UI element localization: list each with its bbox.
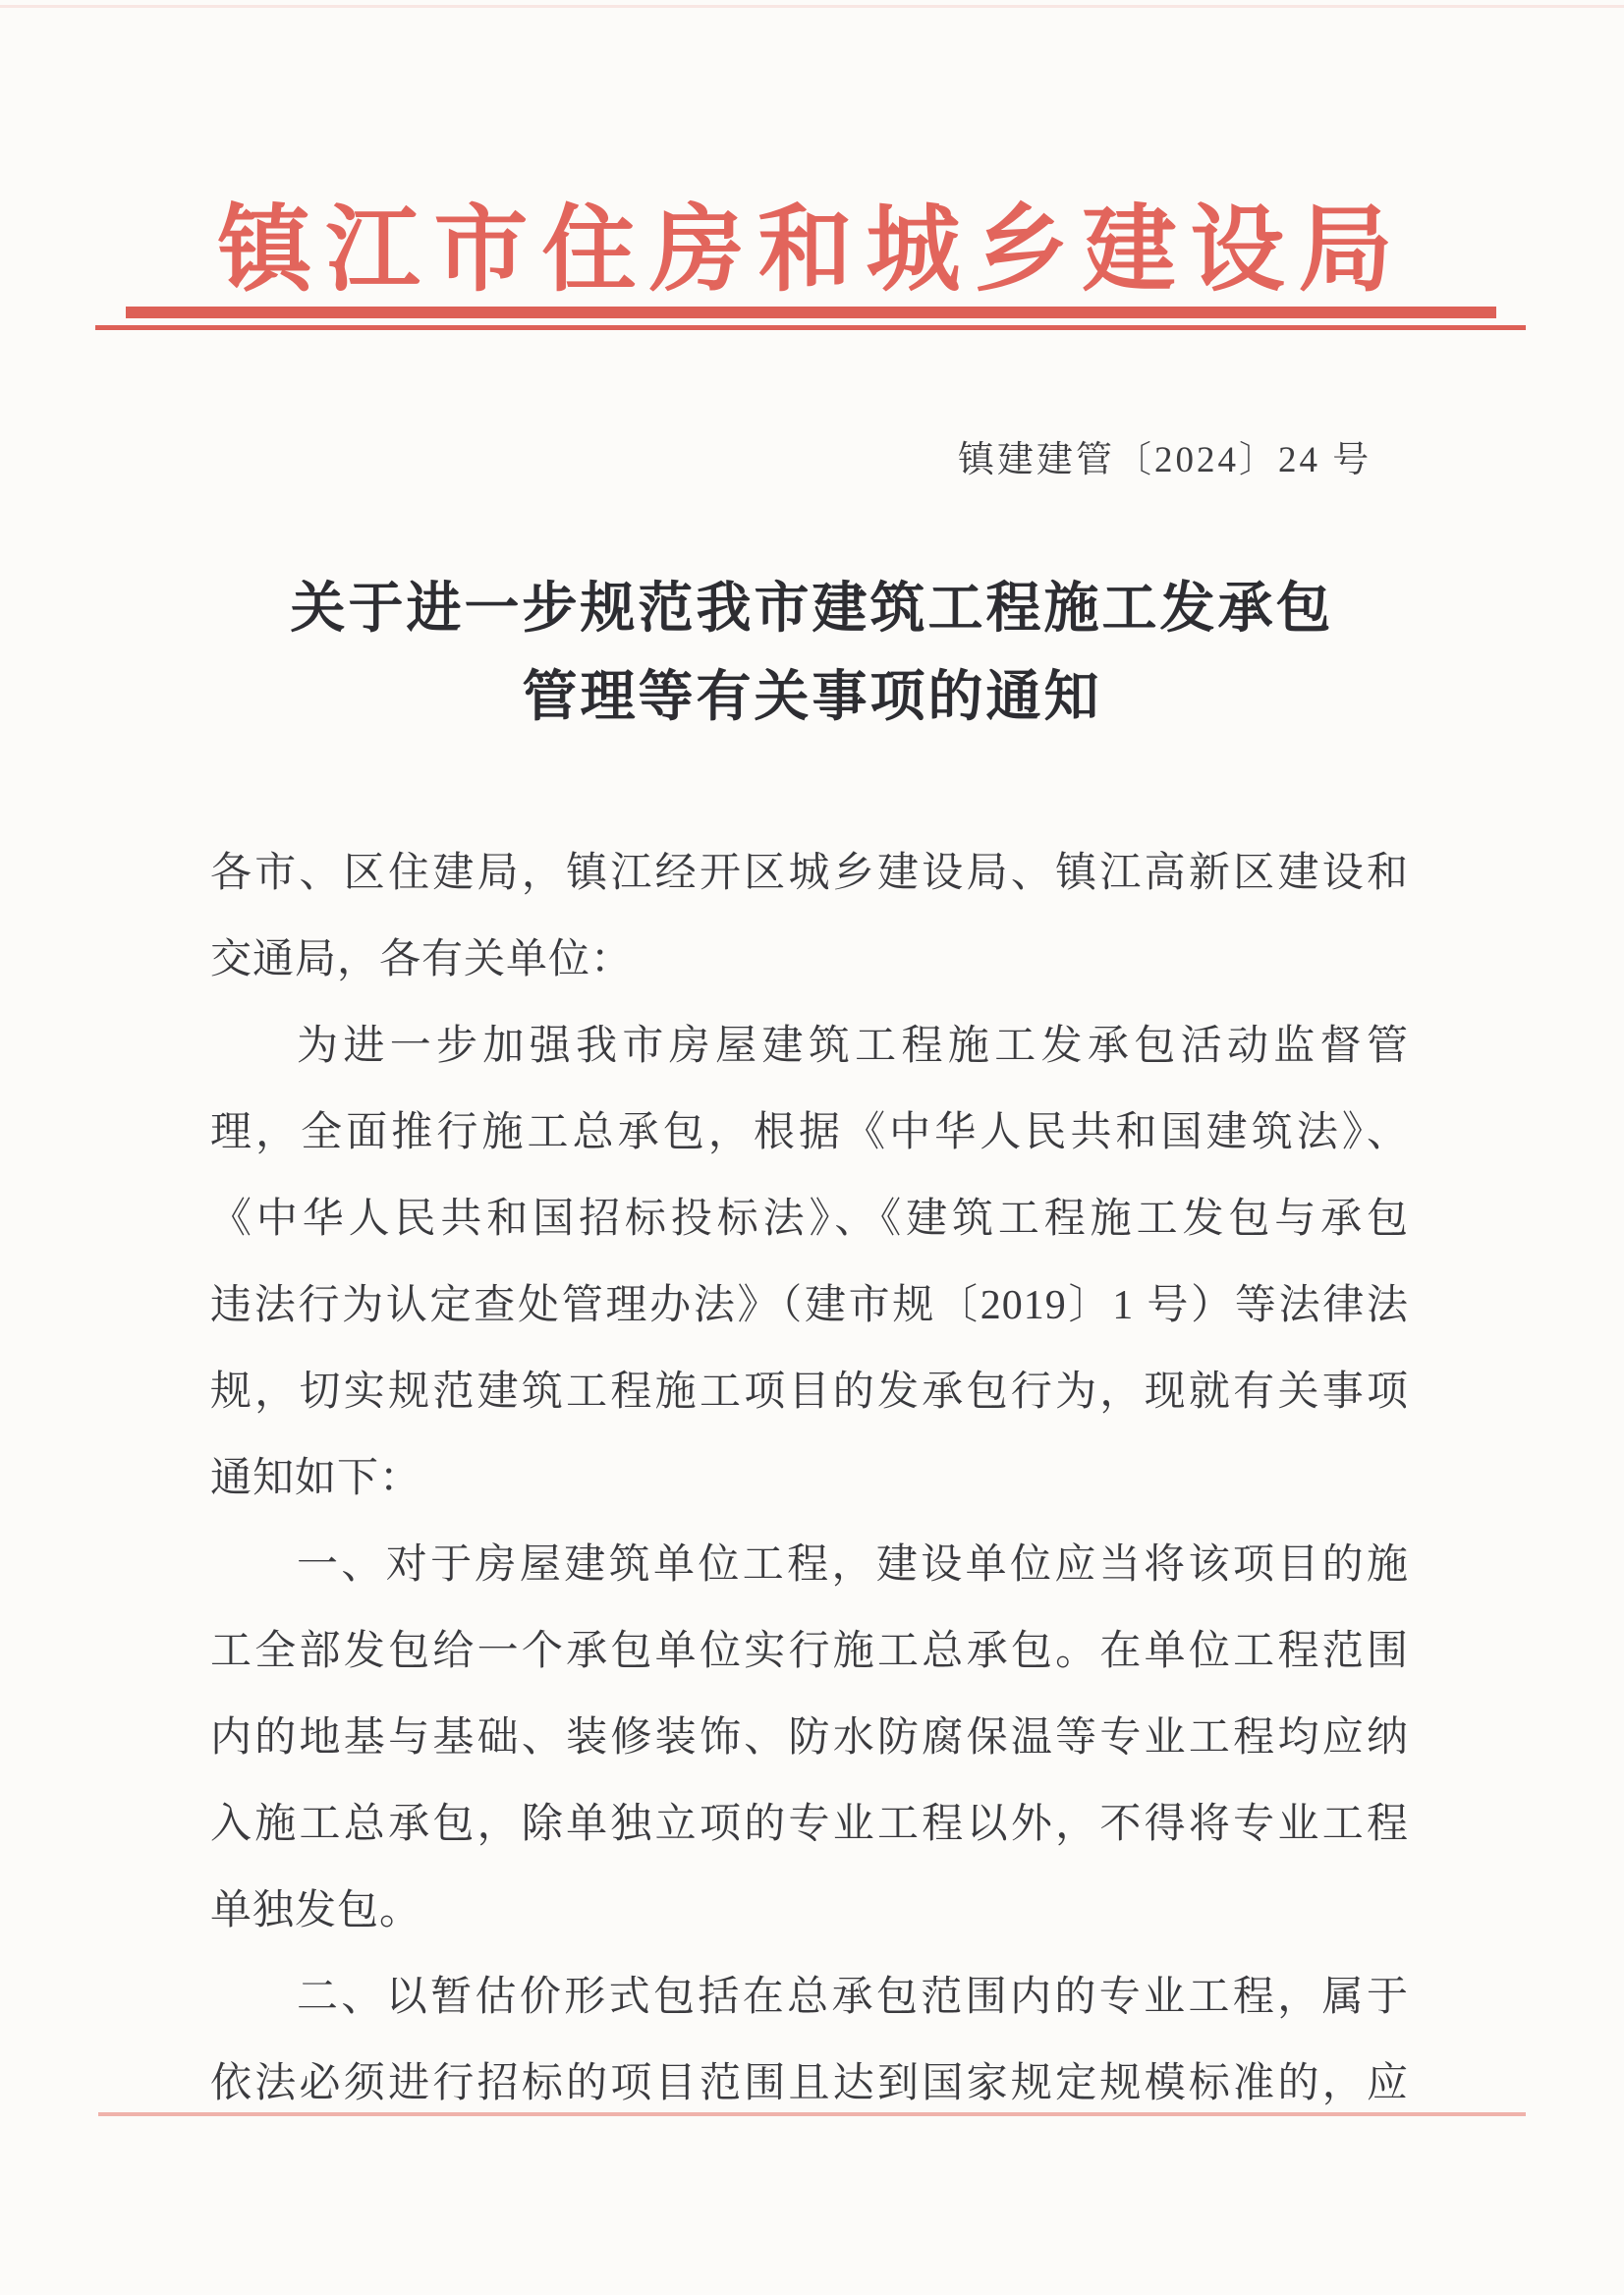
- body-line: 单独发包。: [210, 1888, 422, 1933]
- body-line: 违法行为认定查处管理办法》（建市规〔2019〕1 号）等法律法: [210, 1283, 1409, 1328]
- document-title-line-2: 管理等有关事项的通知: [522, 667, 1102, 728]
- body-line: 《中华人民共和国招标投标法》、《建筑工程施工发包与承包: [210, 1197, 1409, 1242]
- scan-artifact-line: [0, 5, 1624, 8]
- document-title-line-1: 关于进一步规范我市建筑工程施工发承包: [290, 579, 1334, 640]
- footer-rule: [98, 2112, 1526, 2116]
- body-line: 为进一步加强我市房屋建筑工程施工发承包活动监督管: [297, 1024, 1409, 1069]
- body-line: 二、以暂估价形式包括在总承包范围内的专业工程，属于: [297, 1975, 1409, 2020]
- body-line: 入施工总承包，除单独立项的专业工程以外，不得将专业工程: [210, 1802, 1409, 1847]
- body-line: 依法必须进行招标的项目范围且达到国家规定规模标准的，应: [210, 2061, 1409, 2106]
- body-line: 通知如下：: [210, 1456, 422, 1501]
- body-line: 交通局，各有关单位：: [210, 937, 634, 982]
- body-line: 规，切实规范建筑工程施工项目的发承包行为，现就有关事项: [210, 1370, 1409, 1415]
- body-line: 理，全面推行施工总承包，根据《中华人民共和国建筑法》、: [210, 1110, 1409, 1155]
- body-line: 工全部发包给一个承包单位实行施工总承包。在单位工程范围: [210, 1629, 1409, 1674]
- body-line: 一、对于房屋建筑单位工程，建设单位应当将该项目的施: [297, 1542, 1409, 1588]
- document-title: [0, 565, 1624, 742]
- document-body: [210, 830, 1409, 2127]
- letterhead-rule-thick: [126, 307, 1496, 318]
- letterhead-agency-name: 镇江市住房和城乡建设局: [217, 197, 1407, 303]
- letterhead-rule-thin: [95, 325, 1526, 330]
- body-line: 各市、区住建局，镇江经开区城乡建设局、镇江高新区建设和: [210, 851, 1409, 896]
- body-line: 内的地基与基础、装修装饰、防水防腐保温等专业工程均应纳: [210, 1715, 1409, 1761]
- document-number: 镇建建管〔2024〕24 号: [958, 440, 1372, 480]
